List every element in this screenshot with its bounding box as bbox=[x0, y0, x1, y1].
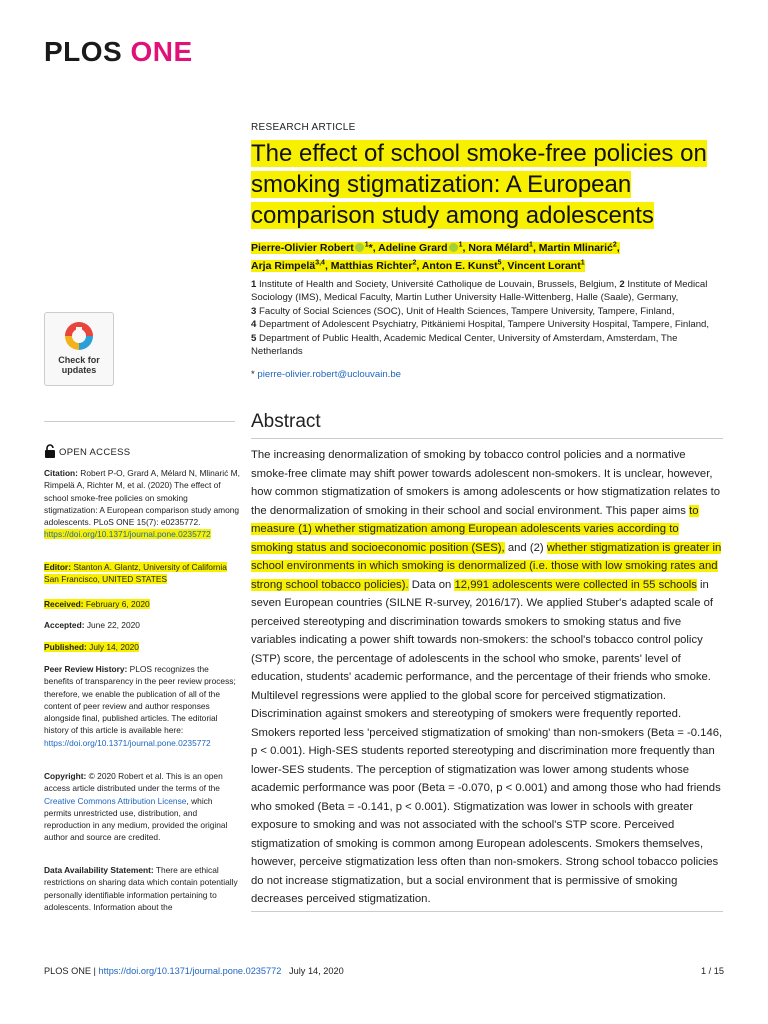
abstract-text: The increasing denormalization of smoking by tobacco control policies and a normative smoke-free climate may shift power towards adolescent non-smokers. It is unclear, however, how common stigmatization of smokers is among adolescents or how stigmatization relates to the denormalization of smoking in their school and social environment. This paper aims bbox=[251, 449, 721, 517]
footer-date: July 14, 2020 bbox=[289, 966, 344, 976]
affiliations bbox=[251, 278, 723, 358]
author-name[interactable]: Anton E. Kunst bbox=[421, 260, 498, 272]
corresponding-mark: * bbox=[368, 241, 373, 254]
check-for-updates-badge[interactable] bbox=[44, 312, 114, 386]
check-updates-line2: updates bbox=[61, 365, 97, 375]
data-availability-block bbox=[44, 864, 240, 913]
author-affil: 3,4 bbox=[315, 259, 325, 267]
affil-text: Institute of Health and Society, Université Catholique de Louvain, Brussels, Belgium, bbox=[259, 279, 617, 290]
check-updates-line1: Check for bbox=[58, 355, 100, 365]
license-link[interactable]: Creative Commons Attribution License bbox=[44, 795, 187, 806]
peer-review-block bbox=[44, 663, 240, 749]
editor-block bbox=[44, 561, 240, 586]
author-affil: 1 bbox=[458, 241, 463, 248]
editor-label: Editor: bbox=[44, 562, 71, 572]
author-name[interactable]: Martin Mlinarić bbox=[538, 241, 613, 254]
data-availability-text: There are ethical restrictions on sharing data which contain potentially personally identifiable information pertaining to adolescents. Information about the bbox=[44, 865, 238, 912]
citation-block bbox=[44, 467, 240, 541]
author-affil: 5 bbox=[497, 259, 502, 267]
orcid-icon[interactable] bbox=[355, 243, 364, 252]
published-highlight bbox=[44, 642, 139, 652]
abstract-divider bbox=[251, 438, 723, 439]
published-date: July 14, 2020 bbox=[89, 642, 139, 652]
author-affil: 1 bbox=[529, 241, 533, 248]
editor-text: Stanton A. Glantz, University of California San Francisco, UNITED STATES bbox=[44, 562, 227, 585]
journal-logo bbox=[44, 36, 193, 68]
copyright-block bbox=[44, 770, 240, 844]
email-link[interactable]: pierre-olivier.robert@uclouvain.be bbox=[257, 369, 401, 380]
accepted-label: Accepted: bbox=[44, 620, 85, 630]
peer-review-text: PLOS recognizes the benefits of transparency in the peer review process; therefore, we enable the publication of all of the content of peer review and author responses alongside final, published articles. The editorial history of this article is available here: bbox=[44, 664, 236, 736]
abstract-highlight: 12,991 adolescents were collected in 55 schools bbox=[454, 578, 697, 591]
corresponding-email bbox=[251, 369, 401, 380]
affil-number: 3 bbox=[251, 305, 257, 317]
affil-text: Faculty of Social Sciences (SOC), Unit of Health Sciences, Tampere University, Tampere, Finland, bbox=[259, 305, 675, 317]
citation-text: Robert P-O, Grard A, Mélard N, Mlinarić M, Rimpelä A, Richter M, et al. (2020) The effect of school smoke-free policies on smoking stigmatization: A European comparison study among adolescents. PLoS ONE 15(7): e0235772. bbox=[44, 468, 240, 528]
received-block bbox=[44, 598, 240, 610]
published-block bbox=[44, 641, 240, 653]
footer-doi-link[interactable]: https://doi.org/10.1371/journal.pone.0235772 bbox=[98, 966, 282, 976]
article-type: RESEARCH ARTICLE bbox=[251, 122, 356, 133]
open-access-label bbox=[44, 444, 130, 461]
check-updates-icon bbox=[62, 319, 96, 353]
affil-number: 1 bbox=[251, 279, 257, 290]
citation-label: Citation: bbox=[44, 468, 78, 478]
email-star: * bbox=[251, 369, 255, 380]
article-title bbox=[251, 138, 721, 231]
affil-text: Institute of Medical Sociology (IMS), Medical Faculty, Martin Luther University Halle-Wittenberg, Halle (Saale), Germany, bbox=[251, 279, 708, 304]
citation-doi-link[interactable]: https://doi.org/10.1371/journal.pone.0235772 bbox=[44, 529, 211, 540]
affil-number: 4 bbox=[251, 319, 257, 331]
peer-review-link[interactable]: https://doi.org/10.1371/journal.pone.0235772 bbox=[44, 737, 211, 748]
author-name[interactable]: Pierre-Olivier Robert bbox=[251, 241, 354, 254]
abstract-body bbox=[251, 446, 723, 909]
article-title-text: The effect of school smoke-free policies on smoking stigmatization: A European comparison study among adolescents bbox=[251, 140, 707, 229]
abstract-highlight: whether stigmatization is greater in school environments in which smoking is denormalized (i.e. those with low smoking rates and strong school tobacco policies). bbox=[251, 541, 722, 591]
affil-text: Department of Public Health, Academic Medical Center, University of Amsterdam, Amsterdam, The Netherlands bbox=[251, 332, 678, 358]
open-access-text: OPEN ACCESS bbox=[59, 447, 131, 458]
author-name[interactable]: Arja Rimpelä bbox=[251, 260, 316, 272]
copyright-label: Copyright: bbox=[44, 771, 87, 781]
author-list-highlight: Pierre-Olivier Robert $^1$*, Adeline Grard $^1$, Nora Mélard$^1$, Martin Mlinarić$^2$, Arja Rimpelä$^{3,4}$, Matthias Richter$^2$, Anton E. Kunst$^5$, Vincent Lorant$^1$ bbox=[251, 241, 620, 272]
accepted-date: June 22, 2020 bbox=[86, 620, 140, 630]
received-date: February 6, 2020 bbox=[85, 599, 150, 609]
open-lock-icon bbox=[44, 444, 56, 461]
journal-logo-one: ONE bbox=[130, 36, 193, 67]
peer-review-label: Peer Review History: bbox=[44, 664, 128, 674]
received-highlight bbox=[44, 599, 150, 609]
abstract-text: in seven European countries (SILNE R-survey, 2016/17). We applied Stuber's adapted scale of perceived stereotyping and discrimination towards smokers to smoking status and five variables indicating a power shift towards non-smokers: the school's tobacco control policy (STP) score, the percentage of adolescents in the school who smoke, parents' level of education, students' academic performance, and the percentage of their friends who smoke. Multilevel regressions were applied to the global score for perceived stigmatization. Discrimination against smokers and stereotyping of smokers were frequently reported. Smokers reported less 'perceived stigmatization of smoking' than non-smokers (Beta = -0.146, p < 0.001). High-SES students reported stereotyping and discrimination more frequently than lower-SES students. The perception of stigmatization was lower among students whose academic performance was poor (Beta = -0.070, p < 0.001) and among those who had friends who smoked (Beta = -0.141, p < 0.001). Stigmatization was lower in schools with greater exposure to smoking and was not associated with the school's STP score. Perceived stigmatization of smoking is common among European adolescents. Smokers themselves, however, perceive stigmatization less often than non-smokers. Strong school tobacco policies do not increase stigmatization, but a social environment that is permissive of smoking decreases perceived stigmatization. bbox=[251, 578, 723, 905]
abstract-highlight: to measure (1) whether stigmatization among European adolescents varies according to smoking status and socioeconomic position (SES), bbox=[251, 504, 699, 554]
data-availability-label: Data Availability Statement: bbox=[44, 865, 154, 875]
editor-highlight bbox=[44, 562, 227, 584]
author-name[interactable]: Adeline Grard bbox=[378, 241, 448, 254]
copyright-text: © 2020 Robert et al. This is an open access article distributed under the terms of the bbox=[44, 771, 223, 794]
author-name[interactable]: Nora Mélard bbox=[468, 241, 530, 254]
abstract-text: and (2) bbox=[507, 541, 544, 554]
abstract-text: Data on bbox=[411, 578, 452, 591]
accepted-block bbox=[44, 619, 240, 631]
copyright-text-2: , which permits unrestricted use, distribution, and reproduction in any medium, provided the original author and source are credited. bbox=[44, 795, 228, 843]
affil-text: Department of Adolescent Psychiatry, Pitkäniemi Hospital, Tampere University Hospital, Tampere, Finland, bbox=[259, 319, 710, 331]
author-name[interactable]: Matthias Richter bbox=[330, 260, 413, 272]
abstract-heading: Abstract bbox=[251, 411, 321, 432]
author-list bbox=[251, 237, 721, 274]
affil-number: 5 bbox=[251, 332, 257, 344]
author-name[interactable]: Vincent Lorant bbox=[507, 260, 581, 272]
page-footer bbox=[44, 966, 724, 976]
author-affil: 2 bbox=[412, 259, 417, 267]
affil-number: 2 bbox=[619, 279, 625, 290]
footer-journal: PLOS ONE | bbox=[44, 966, 96, 976]
journal-logo-plos: PLOS bbox=[44, 36, 123, 67]
author-affil: 1 bbox=[364, 241, 369, 248]
published-label: Published: bbox=[44, 642, 87, 652]
abstract-end-divider bbox=[251, 911, 723, 912]
author-affil: 1 bbox=[580, 259, 585, 267]
orcid-icon[interactable] bbox=[449, 243, 458, 252]
sidebar-divider bbox=[44, 421, 235, 422]
page-number: 1 / 15 bbox=[701, 966, 724, 976]
author-affil: 2 bbox=[612, 241, 617, 248]
received-label: Received: bbox=[44, 599, 84, 609]
